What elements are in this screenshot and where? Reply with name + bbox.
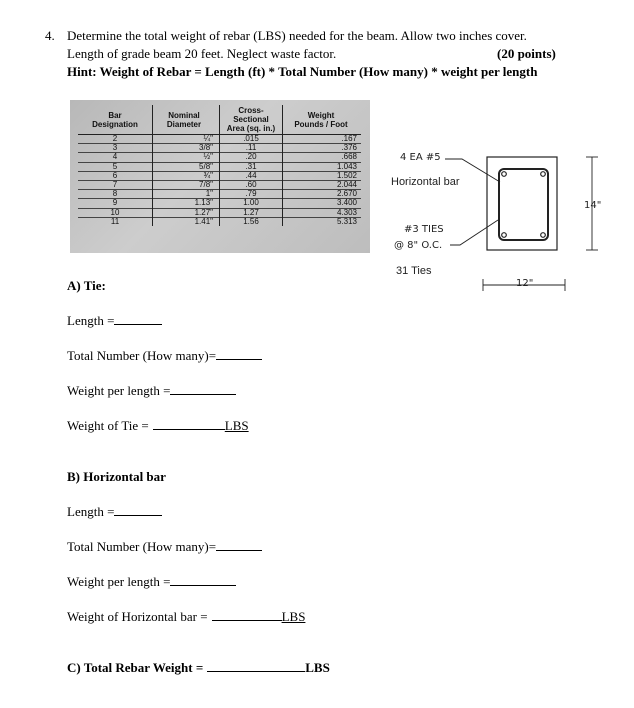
tie-weight-label: Weight of Tie = (67, 418, 149, 433)
rebar-table-header-1 (78, 105, 153, 135)
table-cell: 2 (78, 135, 153, 144)
question-line1: Determine the total weight of rebar (LBS) needed for the beam. Allow two inches cover. (67, 28, 527, 43)
table-cell: 11 (78, 217, 153, 226)
question-line2: Length of grade beam 20 feet. Neglect waste factor. (67, 46, 337, 61)
table-row (78, 199, 361, 208)
question-number: 4. (45, 28, 55, 43)
hbar-total-label: Total Number (How many)= (67, 539, 217, 554)
table-cell: .44 (220, 171, 283, 180)
tie-length-blank[interactable] (114, 313, 162, 325)
table-row (78, 144, 361, 153)
label-3-ties: #3 TIES (404, 224, 444, 235)
table-cell: 1.56 (220, 217, 283, 226)
hbar-weight-blank[interactable] (212, 609, 282, 621)
table-cell: .015 (220, 135, 283, 144)
label-4ea-5: 4 EA #5 (400, 152, 441, 163)
question-points: (20 points) (497, 46, 556, 61)
hbar-wpl-blank[interactable] (170, 574, 236, 586)
hbar-weight-unit: LBS (281, 609, 306, 624)
total-weight-unit: LBS (305, 660, 330, 675)
rebar-table-header-text: Bar (108, 110, 122, 120)
table-cell: .79 (220, 190, 283, 199)
table-cell: 4.303 (283, 208, 362, 217)
rebar-table-header-3 (220, 105, 283, 135)
rebar-table-header-4 (283, 105, 362, 135)
table-cell: .668 (283, 153, 362, 162)
table-cell: 5 (78, 162, 153, 171)
table-cell: 9 (78, 199, 153, 208)
rebar-table-header-text: Designation (92, 119, 138, 129)
table-cell: .376 (283, 144, 362, 153)
table-cell: 4 (78, 153, 153, 162)
hbar-total-blank[interactable] (216, 539, 262, 551)
table-cell: .11 (220, 144, 283, 153)
rebar-table-header-text: Cross- (238, 106, 264, 115)
tie-total-blank[interactable] (216, 348, 262, 360)
table-cell: 1.27" (153, 208, 220, 217)
table-cell: ½" (153, 153, 220, 162)
section-c-row (67, 660, 330, 676)
rebar-table (78, 105, 361, 226)
total-weight-blank[interactable] (207, 660, 305, 672)
table-cell: 5.313 (283, 217, 362, 226)
hbar-weight-label: Weight of Horizontal bar = (67, 609, 208, 624)
table-row (78, 135, 361, 144)
table-cell: 1.13" (153, 199, 220, 208)
label-31-ties: 31 Ties (396, 265, 432, 277)
table-cell: 3 (78, 144, 153, 153)
hbar-total-row (67, 539, 262, 555)
section-a-title: A) Tie: (67, 278, 106, 293)
hbar-weight-row (67, 609, 305, 625)
rebar-table-header-row (78, 105, 361, 135)
table-row (78, 181, 361, 190)
table-cell: 10 (78, 208, 153, 217)
tie-weight-blank[interactable] (153, 418, 225, 430)
table-cell: 6 (78, 171, 153, 180)
table-cell: 1.00 (220, 199, 283, 208)
table-cell: 8 (78, 190, 153, 199)
table-cell: .167 (283, 135, 362, 144)
tie-length-row (67, 313, 162, 329)
tie-total-label: Total Number (How many)= (67, 348, 217, 363)
section-c-title: C) Total Rebar Weight = (67, 660, 204, 675)
hbar-wpl-label: Weight per length = (67, 574, 171, 589)
rebar-table-header-text: Sectional (233, 115, 269, 124)
rebar-top-left (502, 172, 507, 177)
table-cell: 5/8" (153, 162, 220, 171)
leader-line-4ea (445, 159, 500, 182)
table-row (78, 153, 361, 162)
rebar-table-header-text: Weight (307, 110, 335, 120)
table-cell: .20 (220, 153, 283, 162)
hbar-length-blank[interactable] (114, 504, 162, 516)
tie-wpl-label: Weight per length = (67, 383, 171, 398)
leader-line-ties (450, 220, 498, 245)
table-cell: 3.400 (283, 199, 362, 208)
question-hint: Hint: Weight of Rebar = Length (ft) * Total Number (How many) * weight per length (67, 64, 538, 79)
table-cell: .31 (220, 162, 283, 171)
rebar-table-photo (70, 100, 370, 253)
dim-height-label: 14" (584, 200, 602, 211)
table-cell: 2.044 (283, 181, 362, 190)
beam-section-diagram (440, 150, 610, 300)
table-cell: 1.27 (220, 208, 283, 217)
tie-wpl-blank[interactable] (170, 383, 236, 395)
rebar-table-header-text: Pounds / Foot (294, 119, 348, 129)
rebar-table-body (78, 135, 361, 227)
table-cell: 7 (78, 181, 153, 190)
table-row (78, 162, 361, 171)
rebar-top-right (541, 172, 546, 177)
table-cell: ¾" (153, 171, 220, 180)
dim-width-label: 12" (516, 278, 534, 289)
rebar-table-header-text: Nominal (168, 110, 200, 120)
rebar-bottom-left (502, 233, 507, 238)
tie-stirrup (499, 169, 548, 240)
rebar-table-header-text: Diameter (166, 119, 202, 129)
table-cell: 1.043 (283, 162, 362, 171)
rebar-bottom-right (541, 233, 546, 238)
tie-wpl-row (67, 383, 236, 399)
table-cell: ¼" (153, 135, 220, 144)
tie-weight-row (67, 418, 249, 434)
label-horizontal-bar: Horizontal bar (391, 176, 460, 188)
hbar-length-label: Length = (67, 504, 115, 519)
table-row (78, 217, 361, 226)
table-cell: 3/8" (153, 144, 220, 153)
section-b-title: B) Horizontal bar (67, 469, 166, 484)
hbar-wpl-row (67, 574, 236, 590)
table-cell: 1" (153, 190, 220, 199)
hbar-length-row (67, 504, 162, 520)
table-row (78, 171, 361, 180)
table-row (78, 190, 361, 199)
rebar-table-header-2 (153, 105, 220, 135)
table-cell: .60 (220, 181, 283, 190)
rebar-table-header-text: Area (sq. in.) (226, 124, 276, 133)
label-spacing: @ 8" O.C. (394, 240, 443, 251)
table-cell: 1.502 (283, 171, 362, 180)
tie-total-row (67, 348, 262, 364)
table-cell: 7/8" (153, 181, 220, 190)
tie-weight-unit: LBS (224, 418, 249, 433)
table-cell: 2.670 (283, 190, 362, 199)
table-row (78, 208, 361, 217)
table-cell: 1.41" (153, 217, 220, 226)
tie-length-label: Length = (67, 313, 115, 328)
